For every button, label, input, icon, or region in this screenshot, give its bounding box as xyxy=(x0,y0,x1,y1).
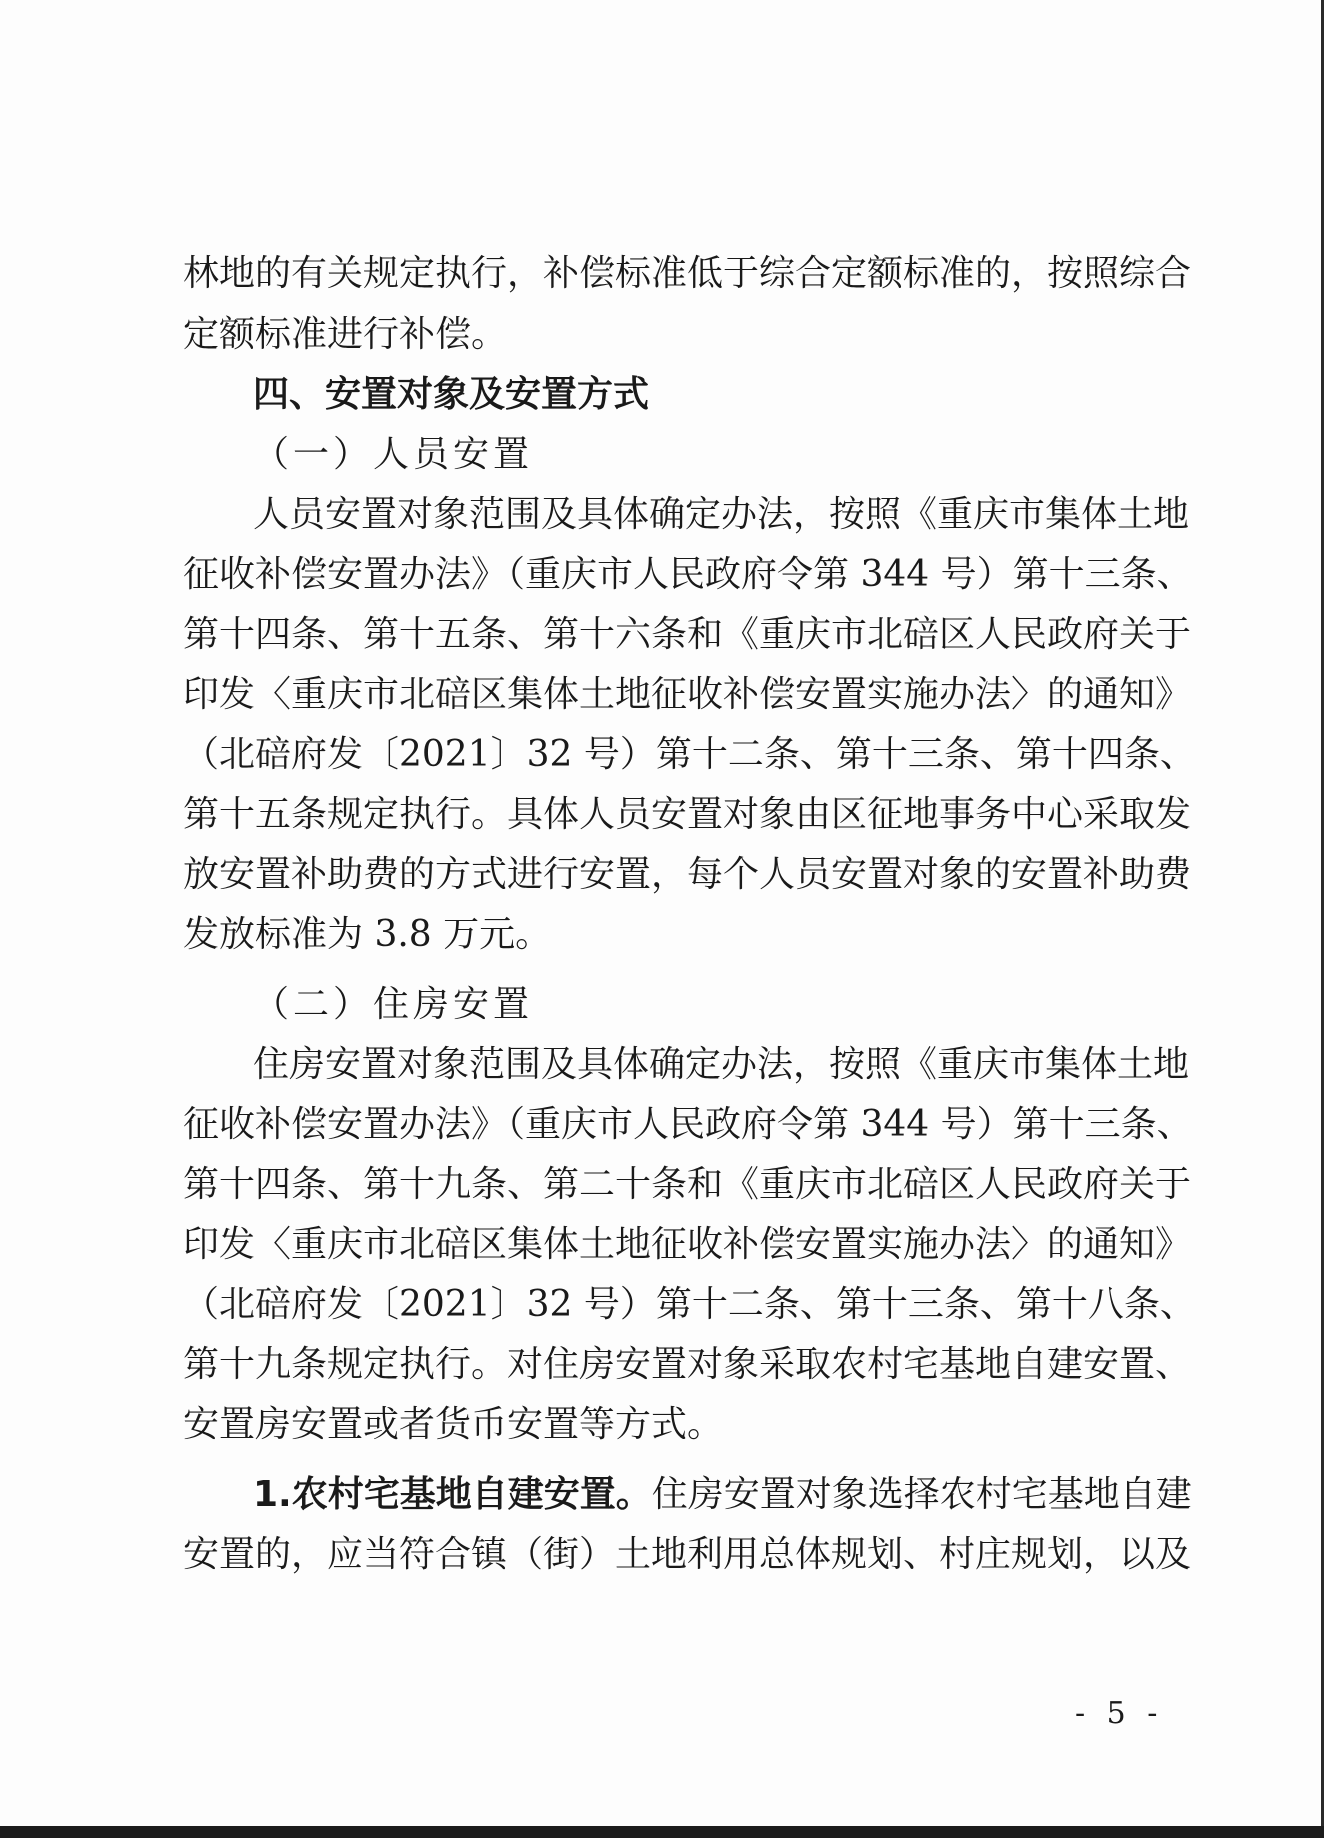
text-line: （北碚府发〔2021〕32 号）第十二条、第十三条、第十四条、 xyxy=(183,734,1196,775)
text-line: 林地的有关规定执行，补偿标准低于综合定额标准的，按照综合 xyxy=(183,253,1192,294)
text-line: 发放标准为 3.8 万元。 xyxy=(183,914,552,955)
text-line: 定额标准进行补偿。 xyxy=(183,314,508,355)
text-fragment: 住房安置对象选择农村宅基地自建 xyxy=(651,1474,1192,1515)
bold-lead: 1.农村宅基地自建安置。 xyxy=(253,1474,652,1515)
text-line: 第十五条规定执行。具体人员安置对象由区征地事务中心采取发 xyxy=(183,794,1192,835)
page-number: - 5 - xyxy=(1075,1696,1164,1731)
text-line: 人员安置对象范围及具体确定办法，按照《重庆市集体土地 xyxy=(253,494,1190,535)
text-line: 征收补偿安置办法》（重庆市人民政府令第 344 号）第十三条、 xyxy=(183,554,1193,595)
text-line: （北碚府发〔2021〕32 号）第十二条、第十三条、第十八条、 xyxy=(183,1284,1196,1325)
section-heading: 四、安置对象及安置方式 xyxy=(253,374,650,415)
text-line: 放安置补助费的方式进行安置，每个人员安置对象的安置补助费 xyxy=(183,854,1192,895)
text-line: 安置的，应当符合镇（街）土地利用总体规划、村庄规划，以及 xyxy=(183,1534,1192,1575)
subsection-heading: （一）人员安置 xyxy=(253,434,534,475)
text-line: 第十四条、第十五条、第十六条和《重庆市北碚区人民政府关于 xyxy=(183,614,1192,655)
text-line: 征收补偿安置办法》（重庆市人民政府令第 344 号）第十三条、 xyxy=(183,1104,1193,1145)
text-line xyxy=(253,1473,1192,1517)
subsection-heading: （二）住房安置 xyxy=(253,984,534,1025)
text-line: 印发〈重庆市北碚区集体土地征收补偿安置实施办法〉的通知》 xyxy=(183,1224,1192,1265)
text-line: 住房安置对象范围及具体确定办法，按照《重庆市集体土地 xyxy=(253,1044,1190,1085)
text-line: 第十九条规定执行。对住房安置对象采取农村宅基地自建安置、 xyxy=(183,1344,1192,1385)
text-line: 安置房安置或者货币安置等方式。 xyxy=(183,1404,724,1445)
text-line: 印发〈重庆市北碚区集体土地征收补偿安置实施办法〉的通知》 xyxy=(183,674,1192,715)
text-line: 第十四条、第十九条、第二十条和《重庆市北碚区人民政府关于 xyxy=(183,1164,1192,1205)
scan-edge-bottom xyxy=(0,1826,1324,1838)
